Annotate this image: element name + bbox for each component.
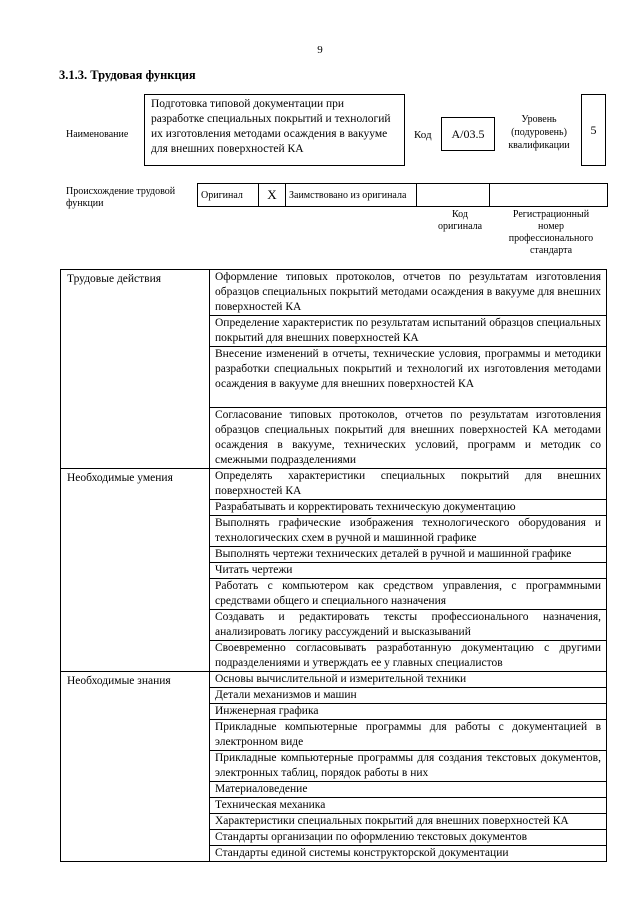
section-title-knowledge: Необходимые знания [61, 672, 210, 862]
table-cell: Определять характеристики специальных покрытий для внешних поверхностей КА [210, 469, 607, 500]
origin-label: Происхождение трудовой функции [66, 186, 176, 209]
table-cell: Прикладные компьютерные программы для работы с документацией в электронном виде [210, 720, 607, 751]
table-cell: Материаловедение [210, 782, 607, 798]
table-cell: Определение характеристик по результатам испытаний образцов специальных покрытий для внешних поверхностей КА [210, 316, 607, 347]
borrowed-label: Заимствовано из оригинала [286, 184, 417, 207]
table-row [61, 469, 607, 500]
name-value-box: Подготовка типовой документации при разработке специальных покрытий и технологий их изготовления методами осаждения в вакууме для внешних поверхностей КА [144, 94, 405, 166]
table-cell: Характеристики специальных покрытий для внешних поверхностей КА [210, 814, 607, 830]
table-cell: Детали механизмов и машин [210, 688, 607, 704]
table-cell: Своевременно согласовывать разработанную документацию с другими подразделениями и утверждать ее у главных специалистов [210, 641, 607, 672]
table-cell: Создавать и редактировать тексты профессионального назначения, анализировать логику рассуждений и высказываний [210, 610, 607, 641]
origin-reg-cell [490, 184, 608, 207]
table-cell: Техническая механика [210, 798, 607, 814]
origin-table [197, 183, 608, 207]
table-cell: Разрабатывать и корректировать техническую документацию [210, 500, 607, 516]
table-cell: Инженерная графика [210, 704, 607, 720]
table-cell: Выполнять чертежи технических деталей в ручной и машинной графике [210, 547, 607, 563]
level-value-box: 5 [581, 94, 606, 166]
code-value-box: А/03.5 [441, 117, 495, 151]
table-cell: Основы вычислительной и измерительной техники [210, 672, 607, 688]
table-cell: Стандарты единой системы конструкторской документации [210, 846, 607, 862]
table-cell: Читать чертежи [210, 563, 607, 579]
original-label: Оригинал [198, 184, 259, 207]
table-cell: Выполнять графические изображения технологического оборудования и технологических схем в ручной и машинной графике [210, 516, 607, 547]
table-cell: Работать с компьютером как средством управления, с программными средствами общего и специального назначения [210, 579, 607, 610]
table-cell: Стандарты организации по оформлению текстовых документов [210, 830, 607, 846]
table-cell: Прикладные компьютерные программы для создания текстовых документов, электронных таблиц, порядок работы в них [210, 751, 607, 782]
section-title: 3.1.3. Трудовая функция [59, 68, 196, 82]
reg-caption: Регистрационный номер профессионального стандарта [508, 209, 594, 256]
name-label: Наименование [66, 129, 129, 140]
origin-code-cell [417, 184, 490, 207]
table-row [61, 672, 607, 688]
section-title-actions: Трудовые действия [61, 270, 210, 469]
function-table [60, 269, 607, 862]
code-label: Код [414, 129, 432, 141]
code-caption: Код оригинала [437, 209, 483, 232]
level-label: Уровень (подуровень) квалификации [508, 114, 570, 151]
table-cell: Согласование типовых протоколов, отчетов по результатам изготовления образцов специальных покрытий для внешних поверхностей КА методами осаждения в вакууме, технических условий, программ и методик со смежными подразделениями [210, 408, 607, 469]
table-cell: Внесение изменений в отчеты, технические условия, программы и методики разработки специальных покрытий и технологий их изготовления методами осаждения в вакууме для внешних поверхностей КА [210, 347, 607, 408]
page-number: 9 [317, 44, 323, 56]
table-cell: Оформление типовых протоколов, отчетов по результатам изготовления образцов специальных покрытий методами осаждения в вакууме для внешних поверхностей КА [210, 270, 607, 316]
original-mark: X [259, 184, 286, 207]
section-title-skills: Необходимые умения [61, 469, 210, 672]
table-row [61, 270, 607, 316]
